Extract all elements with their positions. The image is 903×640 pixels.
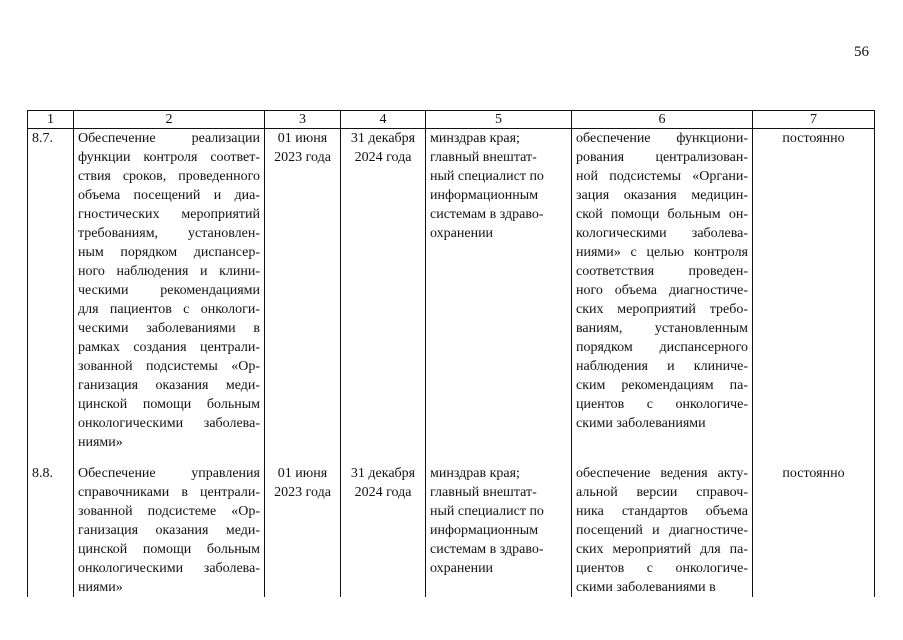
expected-result-line: обеспечение функциони-: [576, 131, 748, 146]
item-number: 8.8.: [28, 464, 74, 597]
table-row: [28, 129, 875, 453]
expected-result-line: альной версии справоч-: [576, 485, 748, 500]
expected-result-line: скими заболеваниями в: [576, 580, 716, 595]
expected-result-line: ного объема диагностиче-: [576, 283, 748, 298]
expected-result-line: порядком диспансерного: [576, 340, 748, 355]
event-description-line: ного наблюдения и клини-: [78, 264, 260, 279]
table-row: [28, 464, 875, 597]
execution-period: постоянно: [753, 129, 875, 453]
start-date: [265, 129, 341, 453]
responsible-party-line: минздрав края;: [430, 466, 520, 481]
responsible-party-line: охранении: [430, 226, 494, 241]
end-date-line: 2024 года: [354, 150, 412, 165]
event-description-line: онкологическими заболева-: [78, 416, 260, 431]
event-description: [74, 464, 265, 597]
expected-result-line: циентов с онкологиче-: [576, 561, 748, 576]
event-description-line: Обеспечение управления: [78, 466, 260, 481]
spacer-cell: [572, 452, 753, 464]
start-date-line: 01 июня: [277, 466, 328, 481]
end-date: [341, 129, 426, 453]
event-description-line: ным порядком диспансер-: [78, 245, 260, 260]
expected-result-line: ским рекомендациям па-: [576, 378, 748, 393]
expected-result-line: кологическими заболева-: [576, 226, 748, 241]
start-date: [265, 464, 341, 597]
event-description-line: ганизация оказания меди-: [78, 378, 260, 393]
event-description-line: зованной подсистеме «Ор-: [78, 504, 260, 519]
event-description-line: ганизация оказания меди-: [78, 523, 260, 538]
event-description-line: рамках создания централи-: [78, 340, 260, 355]
expected-result-line: ваниям, установленным: [576, 321, 748, 336]
expected-result-line: наблюдения и клиниче-: [576, 359, 748, 374]
event-description-line: требованиям, установлен-: [78, 226, 260, 241]
responsible-party-line: ный специалист по: [430, 169, 544, 184]
responsible-party-line: системам в здраво-: [430, 542, 544, 557]
column-number: 4: [341, 111, 426, 129]
responsible-party: [426, 129, 572, 453]
responsible-party-line: главный внештат-: [430, 485, 537, 500]
end-date-line: 2024 года: [354, 485, 412, 500]
expected-result-line: ной подсистемы «Органи-: [576, 169, 748, 184]
spacer-cell: [426, 452, 572, 464]
expected-result-line: ских мероприятий для па-: [576, 542, 748, 557]
event-description-line: цинской помощи больным: [78, 397, 260, 412]
expected-result-line: циентов с онкологиче-: [576, 397, 748, 412]
start-date-line: 2023 года: [274, 485, 331, 500]
execution-period: постоянно: [753, 464, 875, 597]
event-description-line: для пациентов с онкологи-: [78, 302, 260, 317]
event-description-line: функции контроля соответ-: [78, 150, 260, 165]
expected-result-line: ника стандартов объема: [576, 504, 748, 519]
expected-result-line: посещений и диагностиче-: [576, 523, 748, 538]
event-description: [74, 129, 265, 453]
column-number-row: [28, 111, 875, 129]
event-description-line: ческими рекомендациями: [78, 283, 260, 298]
expected-result-line: скими заболеваниями: [576, 416, 706, 431]
spacer-cell: [74, 452, 265, 464]
spacer-cell: [28, 452, 74, 464]
end-date-line: 31 декабря: [350, 131, 416, 146]
plan-table: [27, 110, 875, 597]
responsible-party: [426, 464, 572, 597]
column-number: 2: [74, 111, 265, 129]
page-number: 56: [854, 44, 869, 60]
event-description-line: ческими заболеваниями в: [78, 321, 260, 336]
expected-result-line: ских мероприятий требо-: [576, 302, 748, 317]
spacer-cell: [341, 452, 426, 464]
expected-result-line: обеспечение ведения акту-: [576, 466, 748, 481]
expected-result-line: ской помощи больным он-: [576, 207, 748, 222]
end-date: [341, 464, 426, 597]
expected-result: [572, 129, 753, 453]
column-number: 7: [753, 111, 875, 129]
responsible-party-line: охранении: [430, 561, 494, 576]
column-number: 6: [572, 111, 753, 129]
event-description-line: справочниками в централи-: [78, 485, 260, 500]
spacer-cell: [753, 452, 875, 464]
event-description-line: онкологическими заболева-: [78, 561, 260, 576]
event-description-line: зованной подсистемы «Ор-: [78, 359, 260, 374]
spacer-cell: [265, 452, 341, 464]
event-description-line: цинской помощи больным: [78, 542, 260, 557]
event-description-line: ниями»: [78, 435, 123, 450]
start-date-line: 2023 года: [274, 150, 331, 165]
event-description-line: ствия сроков, проведенного: [78, 169, 260, 184]
row-spacer: [28, 452, 875, 464]
expected-result-line: рования централизован-: [576, 150, 748, 165]
event-description-line: гностических мероприятий: [78, 207, 260, 222]
event-description-line: ниями»: [78, 580, 123, 595]
start-date-line: 01 июня: [277, 131, 328, 146]
responsible-party-line: ный специалист по: [430, 504, 544, 519]
responsible-party-line: главный внештат-: [430, 150, 537, 165]
column-number: 3: [265, 111, 341, 129]
responsible-party-line: системам в здраво-: [430, 207, 544, 222]
column-number: 1: [28, 111, 74, 129]
expected-result-line: зация оказания медицин-: [576, 188, 748, 203]
event-description-line: Обеспечение реализации: [78, 131, 260, 146]
expected-result: [572, 464, 753, 597]
item-number: 8.7.: [28, 129, 74, 453]
event-description-line: объема посещений и диа-: [78, 188, 260, 203]
responsible-party-line: информационным: [430, 188, 539, 203]
column-number: 5: [426, 111, 572, 129]
responsible-party-line: информационным: [430, 523, 539, 538]
end-date-line: 31 декабря: [350, 466, 416, 481]
responsible-party-line: минздрав края;: [430, 131, 520, 146]
expected-result-line: ниями» с целью контроля: [576, 245, 748, 260]
expected-result-line: соответствия проведен-: [576, 264, 748, 279]
